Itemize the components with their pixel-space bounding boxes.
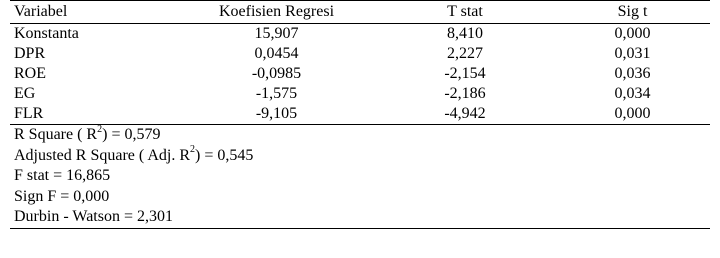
r-square-superscript: 2 — [97, 123, 103, 135]
cell-koefisien: -1,575 — [255, 85, 298, 102]
cell-sig-t: 0,031 — [614, 45, 651, 62]
cell-variabel: FLR — [10, 104, 178, 125]
header-row — [10, 1, 710, 24]
sign-f-line: Sign F = 0,000 — [14, 187, 110, 205]
adjusted-r-square-prefix: Adjusted R Square ( Adj. R — [14, 146, 190, 164]
table-body — [10, 24, 710, 125]
cell-t-stat: -4,942 — [375, 104, 555, 125]
f-stat-line: F stat = 16,865 — [14, 167, 111, 185]
r-square-value: ) = 0,579 — [102, 126, 161, 143]
header-koefisien-regresi: Koefisien Regresi — [178, 1, 375, 24]
cell-koefisien: 15,907 — [254, 25, 299, 42]
cell-koefisien: -9,105 — [178, 104, 375, 125]
cell-variabel: Konstanta — [14, 25, 79, 42]
table-row — [10, 104, 710, 125]
cell-t-stat: -2,186 — [444, 85, 486, 102]
cell-variabel: DPR — [14, 45, 46, 62]
adjusted-r-square-line — [14, 146, 706, 167]
table-header — [10, 1, 710, 24]
cell-sig-t: 0,034 — [614, 85, 651, 102]
cell-sig-t: 0,000 — [614, 25, 651, 42]
adjusted-r-square-superscript: 2 — [190, 144, 195, 156]
table-row — [10, 24, 710, 45]
header-variabel: Variabel — [10, 1, 178, 24]
durbin-watson-line: Durbin - Watson = 2,301 — [14, 208, 173, 226]
summary-cell — [10, 125, 710, 229]
cell-koefisien: -0,0985 — [251, 65, 302, 82]
adjusted-r-square-value: ) = 0,545 — [195, 146, 254, 164]
cell-t-stat: 2,227 — [447, 45, 483, 62]
cell-sig-t: 0,036 — [614, 65, 651, 82]
table-row — [10, 64, 710, 84]
r-square-prefix: R Square ( R — [14, 126, 98, 143]
regression-table — [10, 0, 710, 229]
cell-koefisien: 0,0454 — [254, 45, 299, 62]
cell-t-stat: 8,410 — [447, 25, 483, 42]
cell-variabel: EG — [14, 85, 36, 102]
summary-row — [10, 125, 710, 229]
header-t-stat: T stat — [375, 1, 555, 24]
model-summary — [10, 125, 710, 229]
table-row — [10, 84, 710, 104]
cell-sig-t: 0,000 — [555, 104, 710, 125]
table-row — [10, 44, 710, 64]
header-sig-t: Sig t — [555, 1, 710, 24]
cell-t-stat: -2,154 — [444, 65, 486, 82]
cell-variabel: ROE — [14, 65, 46, 82]
r-square-line — [14, 125, 706, 146]
